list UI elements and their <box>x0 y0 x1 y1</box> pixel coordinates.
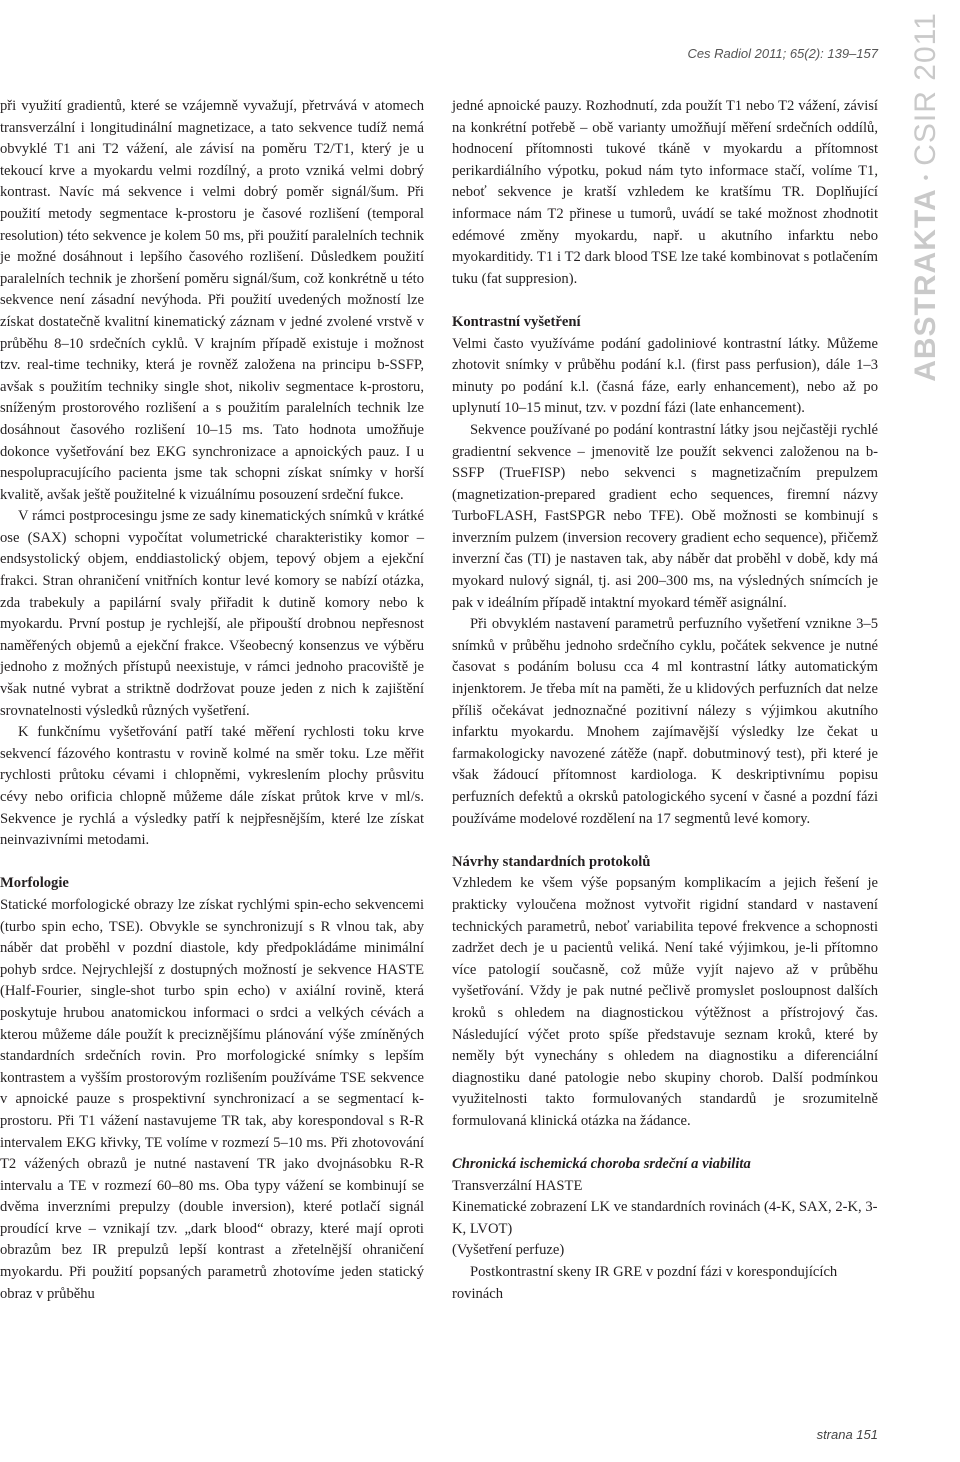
right-paragraph-2: Velmi často využíváme podání gadoliniové kontrastní látky. Můžeme zhotovit snímky v průběhu podání k.l. (first pass perfusion), dále 1–3 minuty po podání k.l. (časná fáze, early enhancement), nebo až po uplynutí 10–15 minut, tzv. v pozdní fázi (late enhancement). <box>452 335 878 417</box>
left-paragraph-3: K funkčnímu vyšetřování patří také měření rychlosti toku krve sekvencí fázového kontrastu v rovině kolmé na směr toku. Lze měřit rychlosti průtoku cévami i chlopněmi, vykreslením plochy průsvitu cévy nebo orificia chlopně můžeme dále získat průtok krve v ml/s. Sekvence je rychlá a výsledky patří k nejpřesnějším, které lze získat neinvazivními metodami. <box>0 724 424 849</box>
right-paragraph-5: Vzhledem ke všem výše popsaným komplikacím a jejich řešení je prakticky vyloučena možnost vytvořit rigidní standard v nastavení technických parametrů, neboť variabilita tepové frekvence a schopnosti zadržet dech je u pacientů veliká. Není také výjimkou, je-li přítomno více patologií současně, což může vyjít najevo až v průběhu vyšetřování. Vždy je pak nutné pečlivě promyslet posloupnost dalších kroků s ohledem na diagnostickou výtěžnost a přístrojový čas. Následující výčet proto spíše představuje seznam kroků, které by neměly být vynechány s ohledem na diagnostiku a diferenciální diagnostiku dané patologie nebo skupiny chorob. Další podmínkou využitelnosti takto formulovaných standardů je srozumitelně formulovaná klinická otázka na žádance. <box>452 875 878 1129</box>
side-tab <box>906 12 946 382</box>
left-paragraph-4: Statické morfologické obrazy lze získat rychlými spin-echo sekvencemi (turbo spin echo, TSE). Obvykle se synchronizují s R vlnou tak, aby náběr dat proběhl v pozdní diastole, kdy předpokládáme minimální pohyb srdce. Nejrychlejší z dostupných možností je sekvence HASTE (Half-Fourier, single-shot turbo spin echo) v axiální rovině, která poskytuje hrubou anatomickou informaci o srdci a velkých cévách a kterou můžeme dále použít k preciznějšímu plánování výše zmíněných standardních srdečních rovin. Pro morfologické snímky s lepším kontrastem a vyšším prostorovým rozlišením používáme TSE sekvence v apnoické pauze s prospektivní synchronizací a se segmentací k-prostoru. Při T1 vážení nastavujeme TR tak, aby korespondoval s R-R intervalem EKG křivky, TE volíme v rozmezí 5–10 ms. Při zhotovování T2 vážených obrazů je nutné nastavení TR jako dvojnásobku R-R intervalu a TE v rozmezí 60–80 ms. Oba typy vážení se kombinují se dvěma inverzními prepulzy (double inversion), které potlačí signál proudící krve – vznikají tzv. „dark blood“ obrazy, které mají oproti obrazům bez IR prepulzů lepší kontrast a zřetelnější ohraničení myokardu. Při použití popsaných parametrů zhotovíme jeden statický obraz v průběhu <box>0 896 424 1302</box>
running-head: Ces Radiol 2011; 65(2): 139–157 <box>687 46 878 61</box>
section-heading-navrhy: Návrhy standardních protokolů <box>452 853 651 870</box>
protocol-line-3: (Vyšetření perfuze) <box>452 1242 565 1259</box>
right-paragraph-1: jedné apnoické pauzy. Rozhodnutí, zda použít T1 nebo T2 vážení, závisí na konkrétní potřebě – obě varianty umožňují měření srdečních oddílů, hodnocení přítomnosti tukové tkáně v myokardu a přítomnost perikardiálního výpotku, pokud nám tyto informace stačí, volíme T1, neboť sekvence je kratší vzhledem ke kratšímu TR. Doplňující informace nám T2 přinese u tumorů, uvádí se také možnost zhodnotit edémové změny myokardu, např. u akutního infarktu nebo myokarditidy. T1 i T2 dark blood TSE lze také kombinovat s potlačením tuku (fat suppresion). <box>452 98 878 287</box>
section-heading-kontrast: Kontrastní vyšetření <box>452 313 581 330</box>
left-column <box>0 96 424 1305</box>
right-paragraph-3: Sekvence používané po podání kontrastní látky jsou nejčastěji rychlé gradientní sekvence – jmenovitě lze použít sekvenci založenou na b-SSFP (TrueFISP) nebo sekvenci s magnetizačním prepulzem (magnetization-prepared gradient echo sequences, firemní názvy TurboFLASH, FastSPGR nebo TFE). Obě možnosti se kombinují s inverzním pulzem (inversion recovery gradient echo sequence), přičemž inverzní čas (TI) je nastaven tak, aby náběr dat proběhl v době, kdy má myokard nulový signál, tj. asi 200–300 ms, na výsledných snímcích je pak v ideálním případě intaktní myokard téměř asignální. <box>452 421 878 611</box>
right-column <box>452 96 878 1305</box>
left-paragraph-1: při využití gradientů, které se vzájemně vyvažují, přetrvává v atomech transverzální i longitudinální magnetizace, a tato sekvence tudíž nemá obvyklé T1 ani T2 vážení, ale závisí na poměru T2/T1, který je u tekoucí krve a myokardu velmi rozdílný, a proto vzniká velmi dobrý kontrast. Navíc má sekvence i velmi dobrý poměr signál/šum. Při použití metody segmentace k-prostoru je časové rozlišení (temporal resolution) této sekvence je kolem 50 ms, při použití paralelních technik je možné dosáhnout i lepšího časového rozlišení. Důsledkem použití paralelních technik je zhoršení poměru signál/šum, což konkrétně u této sekvence není zásadní nevýhoda. Při použití uvedených možností lze získat dostatečně kvalitní kinematický záznam v jedné zvolené vrstvě v průběhu 8–10 srdečních cyklů. V krajním případě existuje i možnost tzv. real-time techniky, která je rovněž založena na principu b-SSFP, avšak s použitím techniky single shot, nikoliv segmentace k-prostoru, sníženým prostorového rozlišení a s použitím paralelních technik lze dosáhnout časového rozlišení 10–15 ms. Tato hodnota umožňuje dokonce vyšetřování bez EKG synchronizace a apnoických pauz. I u nespolupracujícího pacienta jsme tak schopni získat snímky v horší kvalitě, avšak ještě použitelné k vizuálnímu posouzení srdeční fukce. <box>0 98 424 503</box>
section-heading-morfologie: Morfologie <box>0 875 69 892</box>
right-paragraph-4: Při obvyklém nastavení parametrů perfuzního vyšetření vznikne 3–5 snímků v průběhu jednoho srdečního cyklu, počátek sekvence je nutné časovat s podáním bolusu cca 4 ml kontrastní látky automatickým injenktorem. Je třeba mít na paměti, že u klidových perfuzních dat nelze příliš očekávat jednoznačné pozitivní nálezy s výjimkou akutního infarktu myokardu. Mnohem zajímavější výsledky lze čekat u farmakologicky navozené zátěže (např. dobutminový test), při které je však žádoucí přítomnost kardiologa. K deskriptivnímu popisu perfuzních defektů a okrsků patologického sycení v časné a pozdní fázi používáme modelové rozdělení na 17 segmentů levé komory. <box>452 616 878 827</box>
side-tab-label: CSIR 2011 <box>909 12 942 166</box>
protocol-line-1: Transverzální HASTE <box>452 1177 583 1194</box>
side-tab-separator: • <box>918 173 936 181</box>
side-tab-text <box>909 12 943 382</box>
page-number: strana 151 <box>816 1427 878 1442</box>
protocol-line-2: Kinematické zobrazení LK ve standardních rovinách (4-K, SAX, 2-K, 3-K, LVOT) <box>452 1199 878 1237</box>
left-paragraph-2: V rámci postprocesingu jsme ze sady kinematických snímků v krátké ose (SAX) schopni vypočítat volumetrické charakteristiky komor – endsystolický objem, enddiastolický objem, tepový objem a ejekční frakci. Stran ohraničení vnitřních kontur levé komory se nabízí otázka, zda trabekuly a papilární svaly přiřadit k dutině komory nebo k myokardu. První postup je rychlejší, ale připouští drobnou nepřesnost naměřených objemů a ejekční frakce. Všeobecný konsenzus ve výběru jednoho z možných přístupů neexistuje, v rámci jednoho pracoviště je však nutné vybrat a striktně dodržovat pouze jeden z nich k zajištění srovnatelnosti výsledků různých vyšetření. <box>0 508 424 719</box>
section-heading-chronic: Chronická ischemická choroba srdeční a viabilita <box>452 1156 751 1173</box>
side-tab-word: ABSTRAKTA <box>909 188 942 382</box>
protocol-line-4: Postkontrastní skeny IR GRE v pozdní fázi v korespondujících rovinách <box>452 1264 838 1302</box>
